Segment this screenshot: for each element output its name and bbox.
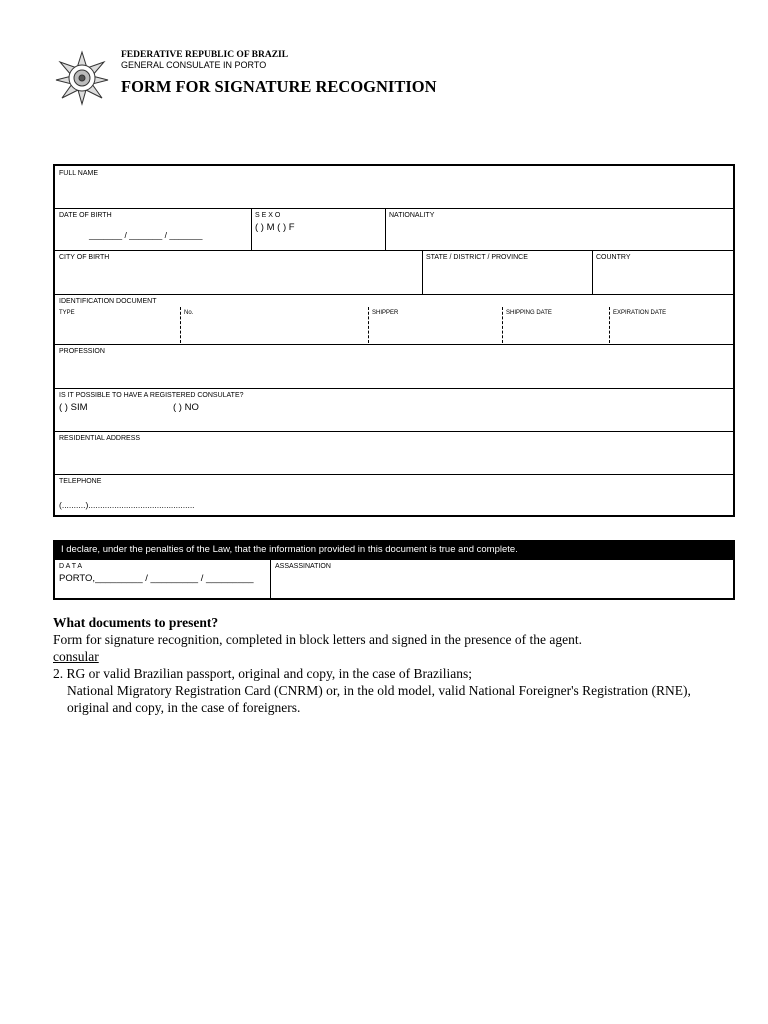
date-place-field[interactable]: PORTO,_________ / _________ / _________ [59,573,254,584]
declaration-bar: I declare, under the penalties of the Law, that the information provided in this document is true and complete. [53,540,735,560]
registered-consulate-question: IS IT POSSIBLE TO HAVE A REGISTERED CONSULATE? [59,392,244,399]
signature-form [53,164,735,517]
id-shipper-label: SHIPPER [372,310,399,316]
option-no[interactable]: ( ) NO [173,402,199,413]
documents-section [53,614,768,716]
id-number-label: No. [184,310,194,316]
signature-label: ASSASSINATION [275,563,331,570]
telephone-field[interactable]: (..........)............................................. [59,500,195,510]
declaration-box [53,560,735,600]
documents-line-1b: consular [53,649,99,664]
nationality-label: NATIONALITY [389,212,435,219]
date-of-birth-label: DATE OF BIRTH [59,212,112,219]
full-name-label: FULL NAME [59,170,99,177]
signature-field[interactable] [271,560,733,598]
documents-title: What documents to present? [53,615,219,630]
brazil-coat-of-arms-seal [54,50,110,106]
data-label: D A T A [59,563,83,570]
id-expiration-date-label: EXPIRATION DATE [613,310,667,316]
option-sim[interactable]: ( ) SIM [59,402,88,413]
profession-label: PROFESSION [59,348,105,355]
documents-line-1: Form for signature recognition, completed in block letters and signed in the presence of the agent. [53,632,582,647]
id-shipping-date-label: SHIPPING DATE [506,310,552,316]
residential-address-label: RESIDENTIAL ADDRESS [59,435,141,442]
id-document-label: IDENTIFICATION DOCUMENT [59,298,157,305]
documents-line-3: National Migratory Registration Card (CNRM) or, in the old model, valid National Foreigner's Registration (RNE), [67,683,691,698]
telephone-label: TELEPHONE [59,478,102,485]
sexo-label: S E X O [255,212,281,219]
date-of-birth-field[interactable]: _______ / _______ / _______ [89,230,203,240]
city-of-birth-label: CITY OF BIRTH [59,254,110,261]
id-type-label: TYPE [59,310,75,316]
documents-line-4: original and copy, in the case of foreigners. [67,700,301,715]
header-country: FEDERATIVE REPUBLIC OF BRAZIL [121,50,289,60]
header-consulate: GENERAL CONSULATE IN PORTO [121,60,267,70]
documents-line-2: 2. RG or valid Brazilian passport, original and copy, in the case of Brazilians; [53,666,473,681]
country-label: COUNTRY [596,254,631,261]
state-label: STATE / DISTRICT / PROVINCE [426,254,528,261]
nationality-field[interactable] [386,220,734,248]
sexo-options[interactable]: ( ) M ( ) F [255,222,295,233]
full-name-field[interactable] [55,176,733,208]
page-title: FORM FOR SIGNATURE RECOGNITION [121,77,437,96]
